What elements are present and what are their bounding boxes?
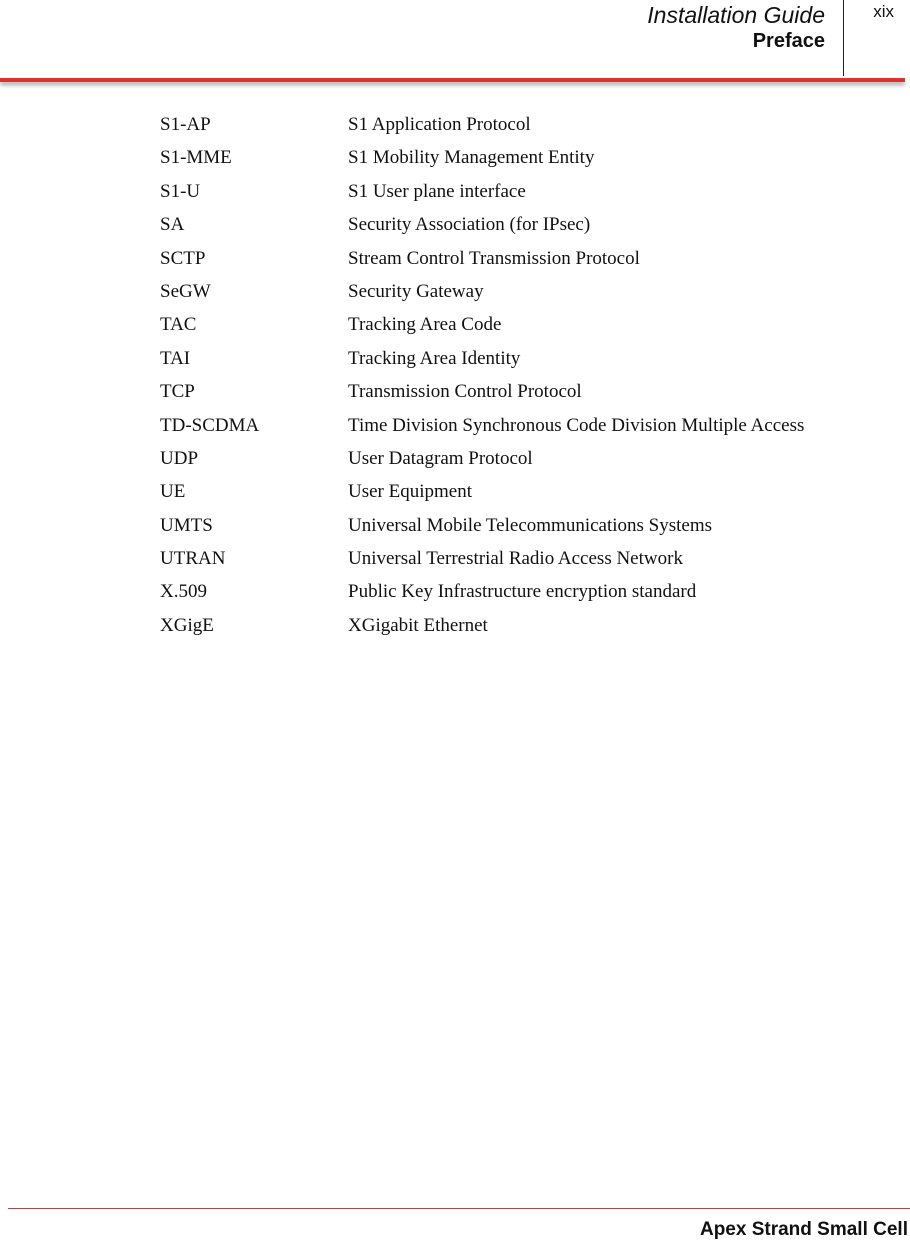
- glossary-definition: Time Division Synchronous Code Division Multiple Access: [348, 414, 805, 436]
- glossary-list: [160, 112, 880, 646]
- glossary-term: UTRAN: [160, 548, 226, 570]
- glossary-definition: XGigabit Ethernet: [348, 614, 488, 636]
- glossary-term: XGigE: [160, 614, 214, 636]
- glossary-row: [160, 546, 880, 579]
- glossary-definition: S1 Application Protocol: [348, 114, 531, 135]
- glossary-term: SCTP: [160, 247, 206, 269]
- glossary-row: [160, 112, 880, 145]
- glossary-row: [160, 413, 880, 446]
- glossary-row: [160, 513, 880, 546]
- glossary-term: UDP: [160, 447, 199, 469]
- glossary-term: S1-AP: [160, 114, 211, 135]
- section-title: Preface: [752, 30, 825, 52]
- glossary-row: [160, 246, 880, 279]
- glossary-definition: Tracking Area Code: [348, 314, 502, 336]
- header-rule: [0, 78, 905, 82]
- glossary-term: SA: [160, 214, 185, 236]
- glossary-term: TAC: [160, 314, 197, 336]
- glossary-definition: Security Association (for IPsec): [348, 214, 591, 236]
- glossary-row: [160, 212, 880, 245]
- glossary-row: [160, 579, 880, 612]
- glossary-row: [160, 312, 880, 345]
- glossary-term: TD-SCDMA: [160, 414, 260, 436]
- footer-product-name: Apex Strand Small Cell: [699, 1219, 908, 1240]
- glossary-definition: S1 User plane interface: [348, 180, 526, 202]
- glossary-term: X.509: [160, 581, 207, 603]
- glossary-definition: S1 Mobility Management Entity: [348, 147, 595, 169]
- glossary-row: [160, 279, 880, 312]
- footer-rule: [8, 1208, 910, 1209]
- glossary-definition: Transmission Control Protocol: [348, 381, 582, 403]
- glossary-term: UMTS: [160, 514, 213, 536]
- glossary-row: [160, 446, 880, 479]
- glossary-definition: Stream Control Transmission Protocol: [348, 247, 640, 269]
- glossary-definition: Universal Mobile Telecommunications Systems: [348, 514, 713, 536]
- document-title: Installation Guide: [647, 2, 825, 28]
- glossary-term: TAI: [160, 347, 191, 369]
- glossary-term: TCP: [160, 381, 195, 403]
- glossary-definition: User Datagram Protocol: [348, 447, 533, 469]
- glossary-row: [160, 479, 880, 512]
- glossary-term: UE: [160, 481, 186, 503]
- glossary-row: [160, 145, 880, 178]
- glossary-row: [160, 179, 880, 212]
- header-divider: [843, 0, 844, 76]
- glossary-term: SeGW: [160, 280, 211, 302]
- glossary-definition: User Equipment: [348, 481, 473, 503]
- glossary-definition: Universal Terrestrial Radio Access Network: [348, 548, 683, 570]
- glossary-row: [160, 613, 880, 646]
- glossary-row: [160, 346, 880, 379]
- glossary-definition: Tracking Area Identity: [348, 347, 521, 369]
- page-number: xix: [873, 2, 894, 21]
- glossary-term: S1-U: [160, 180, 201, 202]
- glossary-row: [160, 379, 880, 412]
- glossary-term: S1-MME: [160, 147, 232, 169]
- glossary-definition: Public Key Infrastructure encryption standard: [348, 581, 697, 603]
- page-header: [0, 0, 910, 90]
- glossary-definition: Security Gateway: [348, 280, 484, 302]
